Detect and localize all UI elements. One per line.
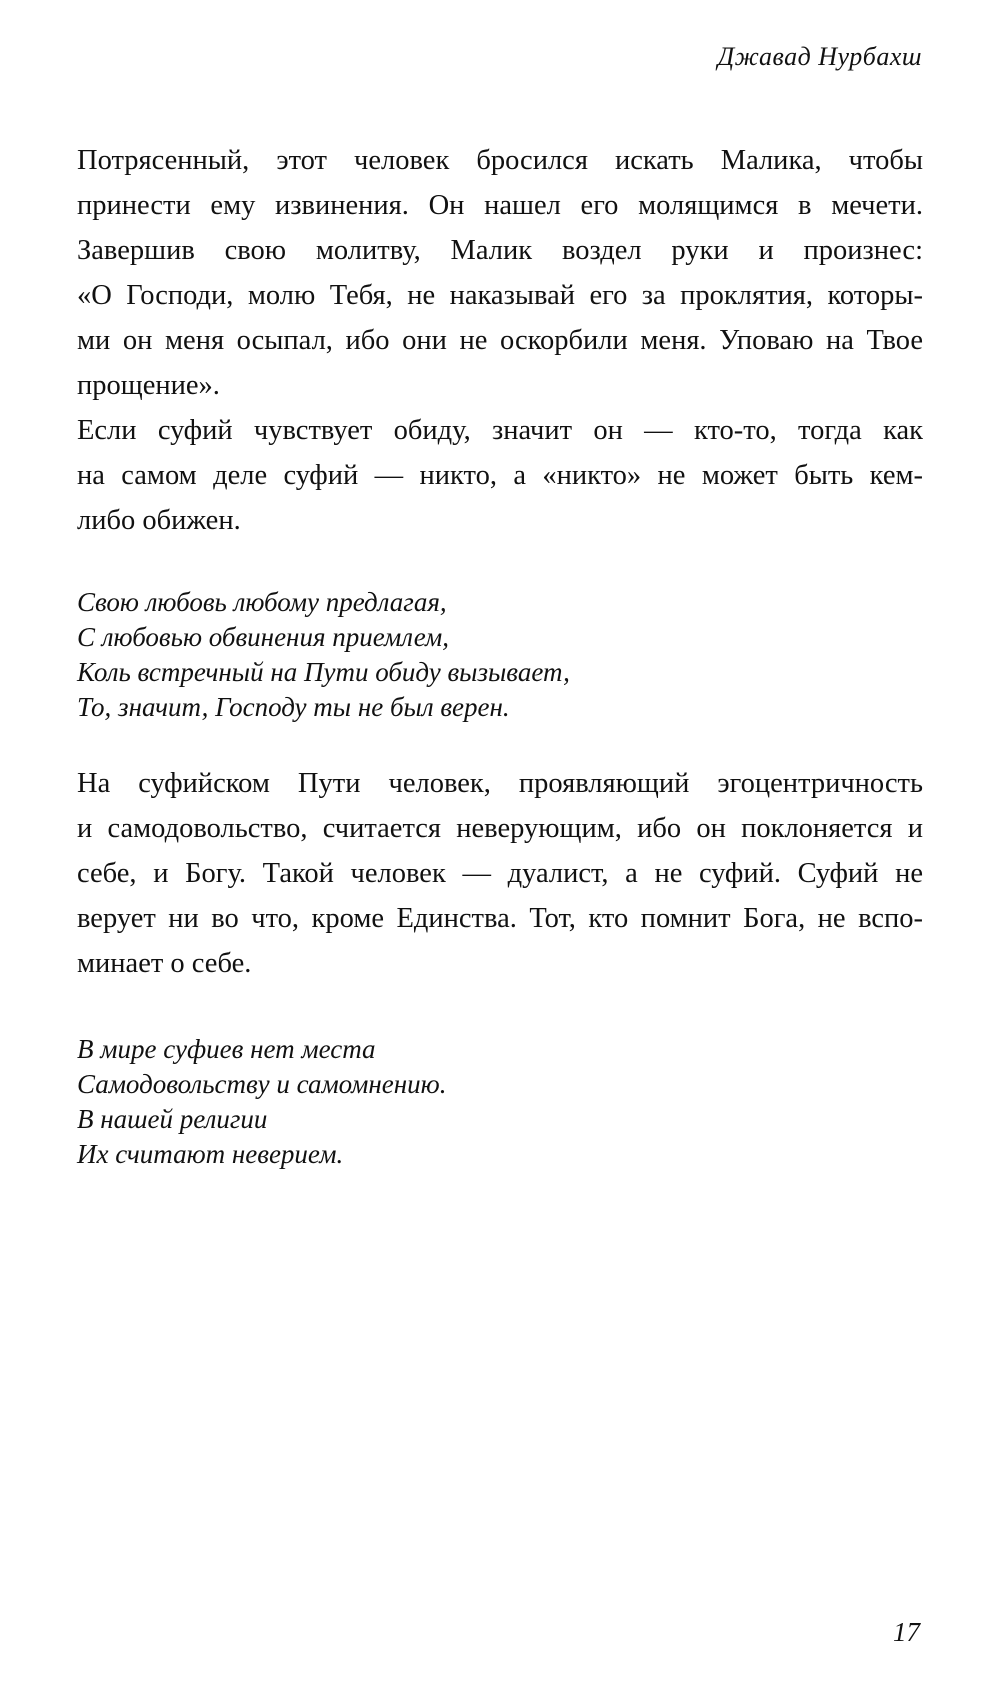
paragraph-3 — [77, 761, 923, 986]
poem-1 — [77, 585, 923, 725]
page-number: 17 — [893, 1617, 920, 1647]
paragraph-1 — [77, 138, 923, 408]
paragraph-1-line-4: «О Господи, молю Тебя, не наказывай его за проклятия, которы- — [77, 280, 923, 311]
paragraph-2-line-1: Если суфий чувствует обиду, значит он — кто-то, тогда как — [77, 415, 923, 446]
paragraph-2 — [77, 408, 923, 543]
poem-1-line-4: То, значит, Господу ты не был верен. — [77, 692, 510, 722]
paragraph-3-line-5: минает о себе. — [77, 948, 252, 979]
paragraph-1-line-6: прощение». — [77, 370, 220, 401]
paragraph-3-line-2: и самодовольство, считается неверующим, ибо он поклоняется и — [77, 813, 923, 844]
poem-1-line-3: Коль встречный на Пути обиду вызывает, — [77, 657, 570, 687]
paragraph-1-line-2: принести ему извинения. Он нашел его молящимся в мечети. — [77, 190, 923, 221]
running-header-author: Джавад Нурбахш — [717, 42, 922, 71]
poem-2-line-1: В мире суфиев нет места — [77, 1034, 376, 1064]
paragraph-3-line-3: себе, и Богу. Такой человек — дуалист, а не суфий. Суфий не — [77, 858, 923, 889]
poem-1-line-1: Свою любовь любому предлагая, — [77, 587, 447, 617]
poem-2 — [77, 1032, 923, 1172]
poem-1-line-2: С любовью обвинения приемлем, — [77, 622, 450, 652]
poem-2-line-4: Их считают неверием. — [77, 1139, 344, 1169]
poem-2-line-3: В нашей религии — [77, 1104, 268, 1134]
paragraph-1-line-1: Потрясенный, этот человек бросился искать Малика, чтобы — [77, 145, 923, 176]
paragraph-1-line-3: Завершив свою молитву, Малик воздел руки и произнес: — [77, 235, 923, 266]
paragraph-1-line-5: ми он меня осыпал, ибо они не оскорбили меня. Уповаю на Твое — [77, 325, 923, 356]
paragraph-3-line-1: На суфийском Пути человек, проявляющий эгоцентричность — [77, 768, 923, 799]
paragraph-2-line-3: либо обижен. — [77, 505, 241, 536]
paragraph-3-line-4: верует ни во что, кроме Единства. Тот, кто помнит Бога, не вспо- — [77, 903, 923, 934]
poem-2-line-2: Самодовольству и самомнению. — [77, 1069, 447, 1099]
paragraph-2-line-2: на самом деле суфий — никто, а «никто» не может быть кем- — [77, 460, 923, 491]
page-body — [77, 138, 923, 1172]
